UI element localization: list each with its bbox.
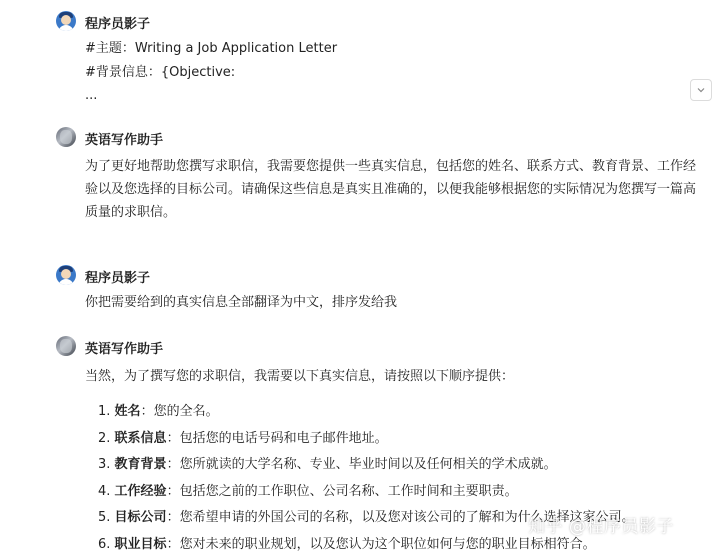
expand-message-button[interactable]	[690, 79, 712, 101]
assistant-avatar	[56, 127, 76, 147]
user-avatar	[56, 11, 76, 31]
list-item: 5. 目标公司：您希望申请的外国公司的名称，以及您对该公司的了解和为什么选择这家公司。	[98, 505, 698, 532]
message-line: ...	[85, 86, 97, 106]
message-line: #主题：Writing a Job Application Letter	[85, 39, 337, 59]
message-line: 你把需要给到的真实信息全部翻译为中文，排序发给我	[85, 293, 397, 313]
list-item: 3. 教育背景：您所就读的大学名称、专业、毕业时间以及任何相关的学术成就。	[98, 452, 698, 479]
message-intro: 当然，为了撰写您的求职信，我需要以下真实信息，请按照以下顺序提供：	[85, 367, 514, 387]
message-paragraph: 为了更好地帮助您撰写求职信，我需要您提供一些真实信息，包括您的姓名、联系方式、教育背景、工作经验以及您选择的目标公司。请确保这些信息是真实且准确的，以便我能够根据您的实际情况为您撰写一篇高质量的求职信。	[85, 155, 700, 224]
chevron-down-icon	[696, 85, 706, 95]
sender-name: 英语写作助手	[85, 129, 163, 148]
sender-name: 程序员影子	[85, 13, 150, 32]
list-item: 1. 姓名：您的全名。	[98, 399, 698, 426]
message-line: #背景信息：{Objective:	[85, 63, 235, 83]
user-avatar	[56, 265, 76, 285]
list-item: 2. 联系信息：包括您的电话号码和电子邮件地址。	[98, 426, 698, 453]
watermark: 知乎 @程序员影子	[528, 512, 674, 537]
assistant-avatar	[56, 336, 76, 356]
list-item: 4. 工作经验：包括您之前的工作职位、公司名称、工作时间和主要职责。	[98, 479, 698, 506]
list-item: 6. 职业目标：您对未来的职业规划，以及您认为这个职位如何与您的职业目标相符合。	[98, 532, 698, 558]
sender-name: 英语写作助手	[85, 338, 163, 357]
sender-name: 程序员影子	[85, 267, 150, 286]
